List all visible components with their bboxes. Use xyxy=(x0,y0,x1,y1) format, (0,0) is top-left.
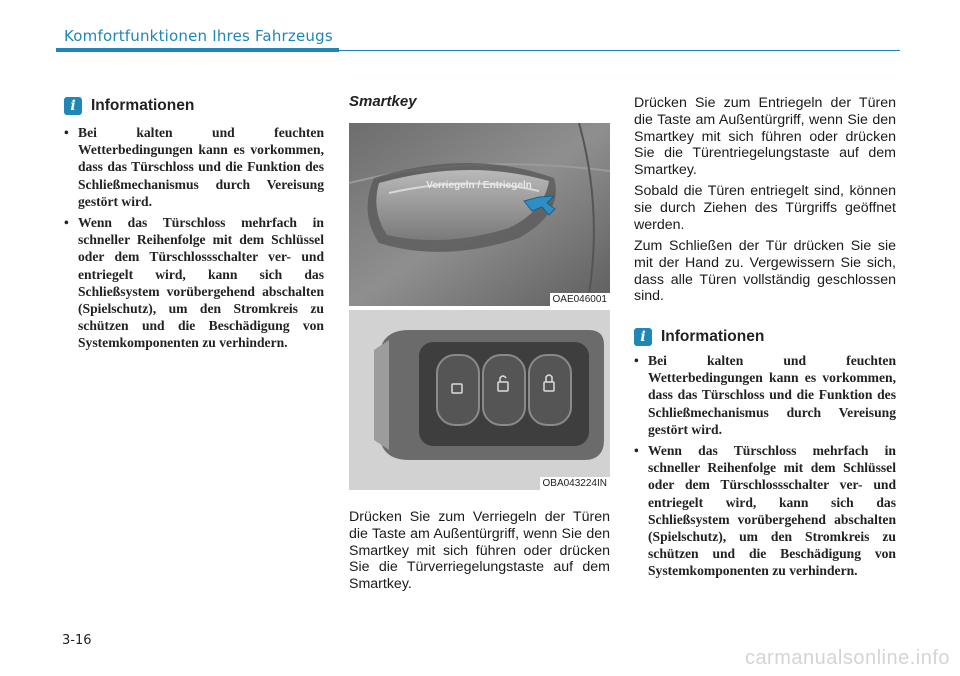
unlock-paragraph: Drücken Sie zum Entriegeln der Türen die Taste am Außentürgriff, wenn Sie den Smartkey mit sich führen oder drücken Sie die Türentriegelungstaste auf dem Smartkey. xyxy=(634,95,896,179)
open-paragraph: Sobald die Türen entriegelt sind, können sie durch Ziehen des Türgriffs geöffnet werden. xyxy=(634,183,896,233)
info-item: • Wenn das Türschloss mehrfach in schneller Reihenfolge mit dem Schlüssel oder dem Türschlossschalter ver- und entriegelt wird, kann sich das Schließsystem vorübergehend abschalten (Spielschutz), um den Stromkreis zu schützen und die Beschädigung von Systemkomponenten zu verhindern. xyxy=(64,214,324,352)
section-header-title: Komfortfunktionen Ihres Fahrzeugs xyxy=(64,27,333,45)
info-list-left xyxy=(64,124,324,356)
info-item: • Bei kalten und feuchten Wetterbedingungen kann es vorkommen, dass das Türschloss und die Funktion des Schließmechanismus durch Vereisung gestört wird. xyxy=(634,352,896,438)
close-paragraph: Zum Schließen der Tür drücken Sie sie mit der Hand zu. Vergewissern Sie sich, dass alle Türen vollständig geschlossen sind. xyxy=(634,238,896,305)
info-title: Informationen xyxy=(91,97,195,114)
info-heading-left xyxy=(64,97,194,115)
door-handle-figure xyxy=(349,123,610,306)
figure-caption: OAE046001 xyxy=(550,293,611,306)
door-handle-illustration xyxy=(349,123,610,306)
smartkey-title: Smartkey xyxy=(349,93,417,110)
info-heading-right xyxy=(634,328,764,346)
door-handle-label: Verriegeln / Entriegeln xyxy=(426,180,532,191)
info-item: • Wenn das Türschloss mehrfach in schneller Reihenfolge mit dem Schlüssel oder dem Türschlossschalter ver- und entriegelt wird, kann sich das Schließsystem vorübergehend abschalten (Spielschutz), um den Stromkreis zu schützen und die Beschädigung von Systemkomponenten zu verhindern. xyxy=(634,442,896,580)
info-title: Informationen xyxy=(661,328,765,345)
lock-paragraph: Drücken Sie zum Verriegeln der Türen die Taste am Außentürgriff, wenn Sie den Smartkey mit sich führen oder drücken Sie die Türverriegelungstaste auf dem Smartkey. xyxy=(349,509,610,593)
smartkey-figure xyxy=(349,310,610,490)
figure-caption: OBA043224IN xyxy=(540,477,611,490)
watermark: carmanualsonline.info xyxy=(744,647,950,669)
info-list-right xyxy=(634,352,896,584)
info-icon: i xyxy=(64,97,82,115)
smartkey-illustration xyxy=(349,310,610,490)
info-icon: i xyxy=(634,328,652,346)
header-rule-thin xyxy=(339,50,900,51)
page-number: 3-16 xyxy=(62,633,92,648)
header-rule-thick xyxy=(56,48,339,52)
info-item: • Bei kalten und feuchten Wetterbedingungen kann es vorkommen, dass das Türschloss und die Funktion des Schließmechanismus durch Vereisung gestört wird. xyxy=(64,124,324,210)
